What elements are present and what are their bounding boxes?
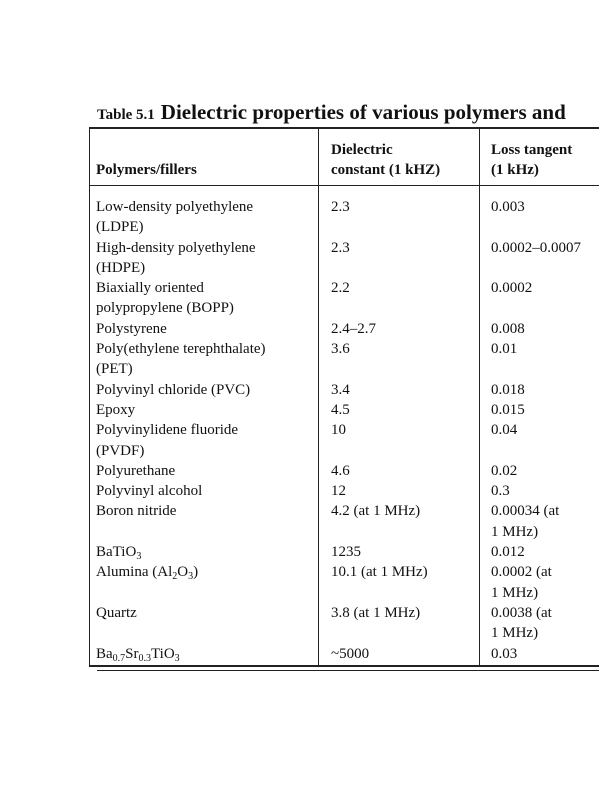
table-row [96,380,599,400]
header-loss-tangent [491,140,572,180]
table-bottom-rule-secondary [97,670,599,671]
cell-line: Polyurethane [96,462,176,479]
cell-polymer-name [96,501,311,521]
cell-loss-tangent [491,319,599,339]
table-caption [97,100,566,125]
cell-line: 2.3 [331,199,350,215]
cell-line: 0.003 [491,199,525,215]
cell-loss-tangent [491,481,599,501]
cell-polymer-name [96,562,311,582]
cell-line: $Ba_{0.7}Sr_{0.3}TiO_3$ [96,645,180,664]
cell-line: 10 [331,422,346,439]
cell-line: Polystyrene [96,320,167,337]
cell-line: 0.008 [491,320,525,337]
cell-loss-tangent [491,380,599,400]
cell-line: Biaxially oriented [96,280,204,297]
header-loss-line2: (1 kHz) [491,162,539,178]
cell-line: Polyvinyl alcohol [96,483,203,500]
table-row [96,461,599,481]
cell-loss-tangent [491,420,599,440]
table-row [96,319,599,339]
cell-dielectric-constant [331,481,471,501]
header-dielectric-line2: constant (1 kHZ) [331,162,441,178]
cell-line: Alumina $(Al_2O_3)$ [96,564,199,583]
cell-dielectric-constant [331,339,471,359]
cell-line: 2.3 [331,239,350,256]
cell-dielectric-constant [331,400,471,420]
table-row [96,238,599,279]
cell-loss-tangent [491,278,599,298]
cell-dielectric-constant [331,238,471,258]
cell-loss-tangent [491,542,599,562]
cell-line: 0.02 [491,462,518,479]
table-row [96,542,599,562]
cell-line: 1235 [331,544,361,561]
cell-line: Boron nitride [96,503,177,520]
cell-line: 1 MHz) [491,584,539,601]
cell-line: Epoxy [96,401,136,418]
cell-dielectric-constant [331,542,471,562]
cell-line: 0.0038 (at [491,604,552,621]
cell-line: Quartz [96,604,137,621]
cell-line: 0.04 [491,422,518,439]
table-row [96,420,599,461]
cell-line: (HDPE) [96,259,146,276]
table-left-border [89,127,90,665]
cell-polymer-name [96,319,311,339]
cell-loss-tangent [491,562,599,603]
cell-dielectric-constant [331,562,471,582]
header-loss-line1: Loss tangent [491,142,573,158]
cell-polymer-name [96,603,311,623]
table-row [96,501,599,542]
cell-line: 1 MHz) [491,523,539,540]
cell-line: (LDPE) [96,219,144,236]
cell-loss-tangent [491,197,599,217]
cell-dielectric-constant [331,501,471,521]
table-title: Dielectric properties of various polymers and [160,100,566,124]
cell-line: (PVDF) [96,442,145,459]
table-row [96,481,599,501]
cell-line: 3.8 (at 1 MHz) [331,604,421,621]
cell-line: 3.4 [331,381,350,398]
cell-line: 0.00034 (at [491,503,560,520]
header-separator [89,185,599,186]
table-row [96,400,599,420]
table-row [96,603,599,644]
cell-dielectric-constant [331,278,471,298]
cell-line: Polyvinyl chloride (PVC) [96,381,251,398]
cell-line: 0.01 [491,341,518,358]
cell-dielectric-constant [331,461,471,481]
cell-polymer-name [96,481,311,501]
cell-line: 0.0002–0.0007 [491,239,581,256]
cell-line: High-density polyethylene [96,239,256,256]
cell-line: Poly(ethylene terephthalate) [96,341,266,358]
cell-dielectric-constant [331,380,471,400]
cell-polymer-name [96,644,311,664]
cell-polymer-name [96,400,311,420]
cell-loss-tangent [491,603,599,644]
cell-dielectric-constant [331,644,471,664]
cell-line: 0.015 [491,401,525,418]
table-top-rule [89,127,599,129]
cell-polymer-name [96,238,311,279]
cell-dielectric-constant [331,420,471,440]
cell-line: 0.3 [491,483,510,500]
table-body [96,197,599,664]
table-row [96,562,599,603]
cell-loss-tangent [491,400,599,420]
cell-loss-tangent [491,238,599,258]
cell-line: 0.0002 (at [491,564,552,581]
cell-line: 10.1 (at 1 MHz) [331,564,428,581]
cell-line: BaTiO$_3$ [96,544,142,563]
cell-loss-tangent [491,644,599,664]
cell-line: 3.6 [331,341,350,358]
header-dielectric-constant [331,140,440,180]
cell-line: Polyvinylidene fluoride [96,422,239,439]
cell-polymer-name [96,420,311,461]
cell-polymer-name [96,339,311,380]
cell-line: 0.012 [491,544,525,561]
cell-line: 0.018 [491,381,525,398]
cell-loss-tangent [491,339,599,359]
table-bottom-rule [89,665,599,667]
cell-dielectric-constant [331,603,471,623]
cell-line: 1 MHz) [491,625,539,642]
table-row [96,278,599,319]
cell-line: 4.6 [331,462,350,479]
table-row [96,644,599,664]
cell-polymer-name [96,542,311,562]
table-row [96,197,599,238]
cell-polymer-name [96,380,311,400]
cell-line: ~5000 [331,645,370,662]
cell-line: (PET) [96,361,133,378]
cell-line: 2.2 [331,280,350,297]
cell-line: 2.4–2.7 [331,320,376,337]
cell-polymer-name [96,197,311,238]
header-polymers-fillers: Polymers/fillers [96,162,197,178]
cell-line: 12 [331,483,346,500]
cell-line: polypropylene (BOPP) [96,300,234,317]
cell-line: Low-density polyethylene [96,199,254,215]
cell-line: 4.2 (at 1 MHz) [331,503,421,520]
cell-line: 4.5 [331,401,350,418]
cell-loss-tangent [491,501,599,542]
cell-polymer-name [96,461,311,481]
cell-line: 0.0002 [491,280,533,297]
cell-line: 0.03 [491,645,518,662]
cell-loss-tangent [491,461,599,481]
cell-dielectric-constant [331,197,471,217]
table-label: Table 5.1 [97,107,155,123]
table-row [96,339,599,380]
cell-dielectric-constant [331,319,471,339]
cell-polymer-name [96,278,311,319]
header-dielectric-line1: Dielectric [331,142,393,158]
